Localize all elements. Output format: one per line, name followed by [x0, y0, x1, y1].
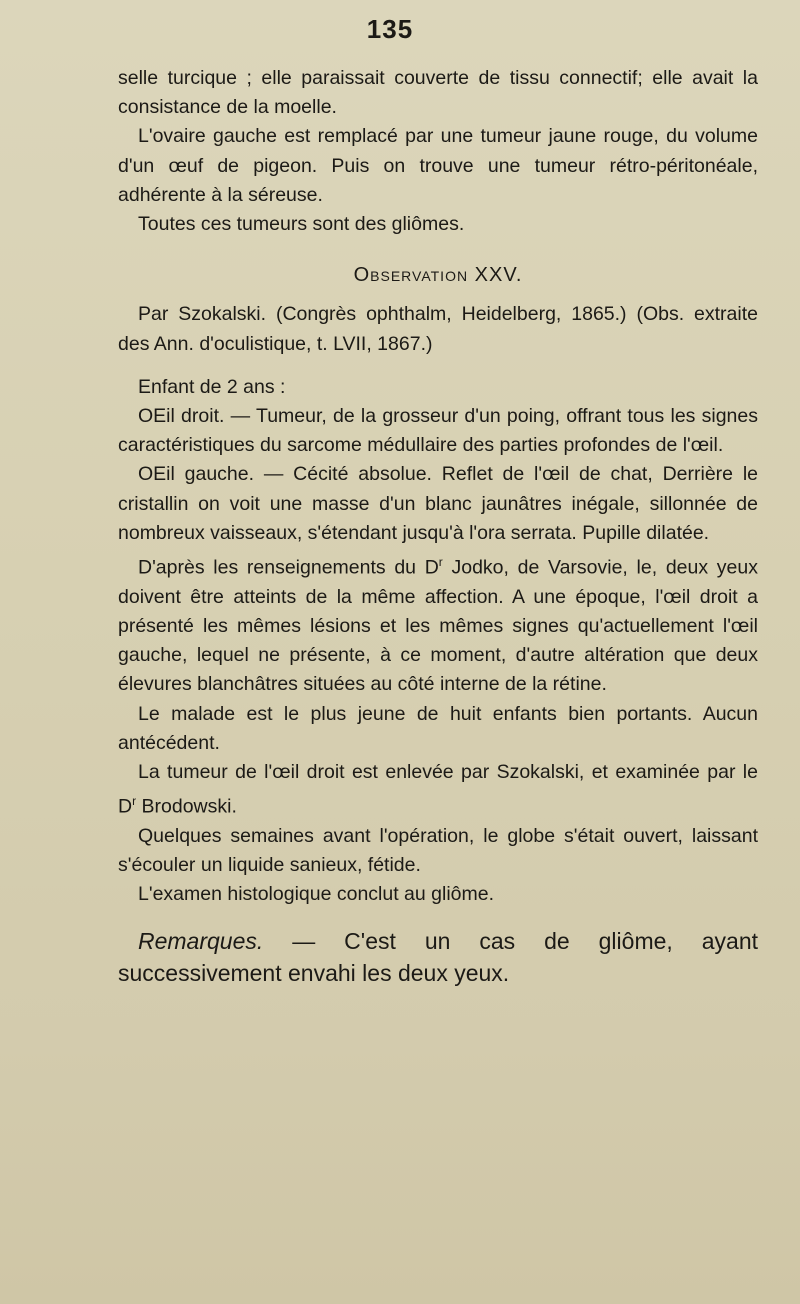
remarks-label: Remarques.	[138, 928, 264, 955]
remarks-text: — C'est un cas de gliôme, ayant successivement envahi les deux yeux.	[118, 928, 758, 987]
paragraph-globe: Quelques semaines avant l'opération, le globe s'était ouvert, laissant s'écouler un liquide sanieux, fétide.	[118, 824, 758, 877]
body-text	[118, 64, 758, 989]
removal-text-post: Brodowski.	[136, 795, 237, 818]
observation-heading: Observation XXV.	[353, 264, 523, 287]
jodko-text-pre: D'après les renseignements du D	[138, 556, 439, 579]
page-number: 135	[366, 14, 414, 44]
paragraph-exam: L'examen histologique conclut au gliôme.	[138, 883, 495, 906]
paragraph-left-eye: OEil gauche. — Cécité absolue. Reflet de l'œil de chat, Derrière le cristallin on voit une masse d'un blanc jaunâtres inégale, sillonnée de nombreux vaisseaux, s'étendant jusqu'à l'ora serrata. Pupille dilatée.	[118, 463, 758, 544]
jodko-text-post: Jodko, de Varsovie, le, deux yeux doivent être atteints de la même affection. A une époque, l'œil droit a présenté les mêmes lésions et les mêmes signes qu'actuellement l'œil gauche, lequel ne présente, à ce moment, d'autre altération que deux élevures blanchâtres situées au côté interne de la rétine.	[118, 556, 758, 696]
observation-source: Par Szokalski. (Congrès ophthalm, Heidelberg, 1865.) (Obs. extraite des Ann. d'oculistique, t. LVII, 1867.)	[118, 303, 758, 355]
removal-sup: r	[132, 794, 137, 809]
paragraph-removal	[118, 758, 758, 822]
jodko-sup: r	[438, 555, 443, 570]
paragraph-2: L'ovaire gauche est remplacé par une tumeur jaune rouge, du volume d'un œuf de pigeon. Puis on trouve une tumeur rétro-péritonéale, adhérente à la séreuse.	[118, 125, 758, 206]
removal-text-pre: La tumeur de l'œil droit est enlevée par Szokalski, et examinée par le D	[118, 760, 758, 818]
remarks-paragraph	[118, 925, 758, 989]
paragraph-3: Toutes ces tumeurs sont des gliômes.	[138, 213, 465, 236]
paragraph-patient: Enfant de 2 ans :	[138, 375, 286, 398]
paragraph-family: Le malade est le plus jeune de huit enfants bien portants. Aucun antécédent.	[118, 702, 758, 754]
paragraph-right-eye: OEil droit. — Tumeur, de la grosseur d'un poing, offrant tous les signes caractéristiques du sarcome médullaire des parties profondes de l'œil.	[118, 405, 758, 457]
paragraph-1: selle turcique ; elle paraissait couverte de tissu connectif; elle avait la consistance de la moelle.	[118, 67, 758, 119]
paragraph-jodko	[118, 548, 758, 700]
